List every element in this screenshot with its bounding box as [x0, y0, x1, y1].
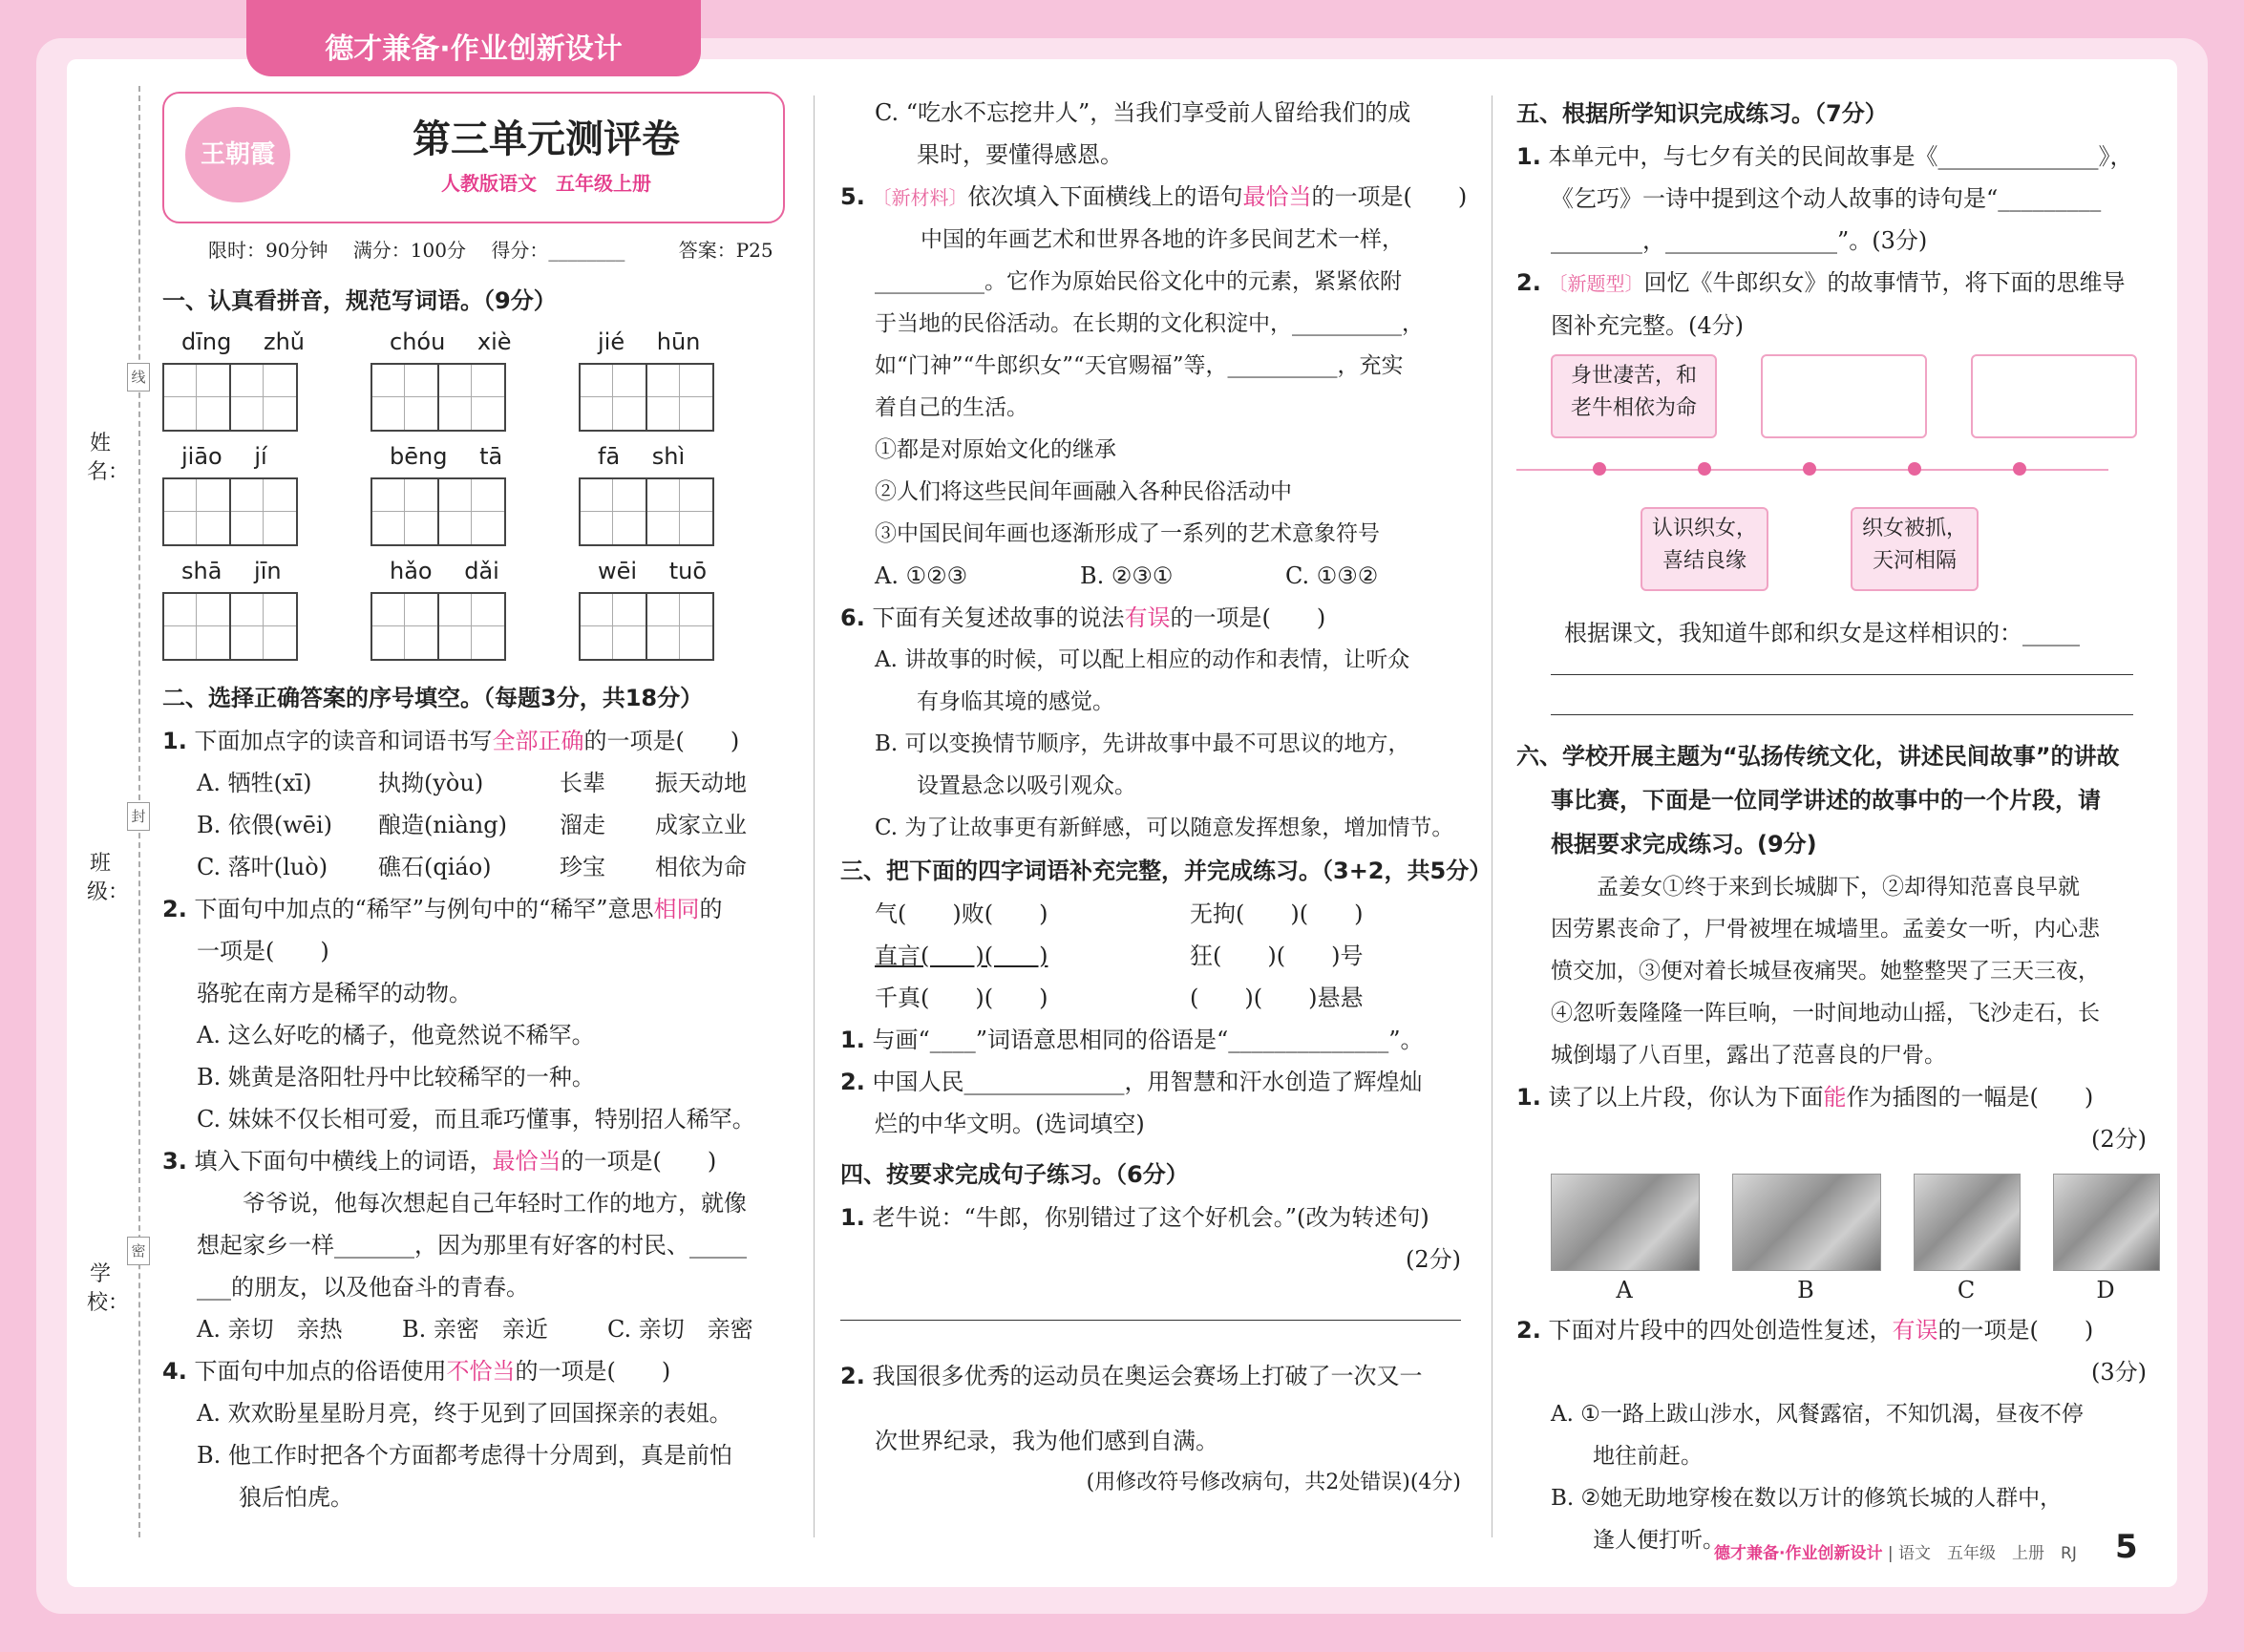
question-tag: 〔新材料〕: [872, 186, 968, 209]
writing-grid[interactable]: [162, 363, 370, 432]
question-text: 填入下面句中横线上的词语，: [194, 1148, 493, 1175]
passage-line: 因劳累丧命了，尸骨被埋在城墙里。孟姜女一听，内心悲: [1551, 917, 2100, 942]
question-text: 读了以上片段，你认为下面: [1548, 1084, 1824, 1111]
word-blank[interactable]: 无拘( )( ): [1190, 900, 1364, 927]
option[interactable]: 设置悬念以吸引观众。: [917, 773, 1136, 798]
illustration-option[interactable]: [1551, 1174, 1698, 1309]
class-label: 班 级：: [87, 852, 130, 904]
passage-line: 孟姜女①终于来到长城脚下，②却得知范喜良早就: [1597, 875, 2080, 900]
pinyin-item: [162, 328, 370, 432]
question: [162, 888, 793, 930]
word-blank[interactable]: ( )( )悬悬: [1190, 985, 1364, 1011]
answer-ref: 答案：P25: [678, 239, 773, 262]
word-blank[interactable]: 直言( )( ): [875, 942, 1048, 969]
binding-strip: [81, 86, 148, 1537]
option[interactable]: A. ①一路上跋山涉水，风餐露宿，不知饥渴，昼夜不停: [1551, 1402, 2084, 1427]
question-text: 根据课文，我知道牛郎和织女是这样相识的：_____: [1564, 620, 2080, 646]
passage-line: ___的朋友，以及他奋斗的青春。: [197, 1274, 529, 1301]
pinyin-item: [162, 558, 370, 661]
question-text: 回忆《牛郎织女》的故事情节，将下面的思维导: [1643, 269, 2126, 296]
option-row[interactable]: [162, 762, 793, 804]
passage-line: __________。它作为原始民俗文化中的元素，紧紧依附: [875, 269, 1402, 294]
question-text: 作为插图的一幅是( ): [1846, 1084, 2094, 1111]
illustration-label: C: [1957, 1277, 1976, 1303]
section-heading: 根据要求完成练习。(9分): [1551, 831, 1817, 858]
passage-line: 想起家乡一样_______，因为那里有好客的村民、_____: [197, 1232, 747, 1259]
mind-map-text: 喜结良缘: [1662, 549, 1747, 573]
question-text: 中国人民______________，用智慧和汗水创造了辉煌灿: [872, 1069, 1423, 1095]
option[interactable]: A. 亲切 亲热: [197, 1316, 343, 1343]
question-highlight: 有误: [1124, 604, 1171, 631]
word-row[interactable]: [840, 893, 1461, 935]
line-tag: 线: [127, 363, 150, 392]
writing-grid[interactable]: [579, 363, 787, 432]
section-heading: 二、选择正确答案的序号填空。（每题3分，共18分）: [162, 685, 704, 711]
question-text: ________，_______________”。(3分): [1551, 227, 1928, 254]
column-middle: [840, 92, 1492, 1504]
option[interactable]: 有身临其境的感觉。: [917, 689, 1114, 714]
pinyin-text: wēi tuō: [598, 558, 707, 584]
pinyin-text: bēng tā: [390, 443, 503, 470]
mind-map-box: [1641, 507, 1768, 591]
writing-grid[interactable]: [370, 477, 579, 546]
mind-map-text: 天河相隔: [1872, 549, 1957, 573]
option-cell: 振天动地: [655, 770, 747, 796]
title-box: [162, 92, 785, 223]
pinyin-item: [370, 443, 579, 546]
passage-line: 爷爷说，他每次想起自己年轻时工作的地方，就像: [243, 1190, 747, 1217]
writing-grid[interactable]: [579, 592, 787, 661]
question-text: 的一项是( ): [583, 728, 740, 754]
passage-line: 于当地的民俗活动。在长期的文化积淀中，__________，: [875, 311, 1424, 336]
pinyin-row: [162, 558, 793, 661]
option[interactable]: C. 为了让故事更有新鲜感，可以随意发挥想象，增加情节。: [875, 815, 1454, 840]
full-score: 满分：100分: [352, 239, 466, 262]
pinyin-item: [579, 558, 787, 661]
option-cell: 成家立业: [655, 812, 747, 838]
mind-map-box: [1551, 354, 1717, 438]
question-highlight: 有误: [1892, 1317, 1938, 1344]
choice-item: ①都是对原始文化的继承: [875, 437, 1116, 462]
question-text: 的一项是( ): [1311, 183, 1468, 210]
section-heading: 三、把下面的四字词语补充完整，并完成练习。（3+2，共5分）: [840, 858, 1492, 884]
answer-line[interactable]: [1551, 713, 2133, 715]
pinyin-item: [162, 443, 370, 546]
score-note: (2分): [2091, 1126, 2147, 1153]
option[interactable]: B. ②③①: [1080, 562, 1174, 589]
question-text: 我国很多优秀的运动员在奥运会赛场上打破了一次又一: [872, 1363, 1423, 1389]
question-text: 与画“____”词语意思相同的俗语是“______________”。: [872, 1027, 1424, 1053]
illustration-option[interactable]: [1914, 1174, 2019, 1309]
question-number: 6.: [840, 604, 865, 631]
question-highlight: 最恰当: [492, 1148, 561, 1175]
brand-tab: 德才兼备·作业创新设计: [246, 0, 701, 76]
time-limit: 限时：90分钟: [208, 239, 328, 262]
question-number: 1.: [1516, 1084, 1541, 1111]
question: [1516, 1076, 2147, 1118]
question-number: 1.: [162, 728, 187, 754]
question-text: 的一项是( ): [1937, 1317, 2094, 1344]
option[interactable]: C. 亲切 亲密: [607, 1316, 753, 1343]
question: [840, 176, 1468, 219]
option-cell: 礁石(qiáo): [378, 854, 492, 880]
pinyin-text: hǎo dǎi: [390, 558, 499, 584]
option-cell: A. 牺牲(xī): [197, 770, 312, 796]
option-cell: 酿造(niàng): [378, 812, 507, 838]
option-cell: 珍宝: [560, 854, 605, 880]
question: [1516, 1309, 2147, 1351]
question: [162, 1350, 793, 1392]
option-cell: 溜走: [560, 812, 605, 838]
question: [1516, 136, 2147, 178]
question-tag: 〔新题型〕: [1548, 272, 1644, 295]
passage-line: 城倒塌了八百里，露出了范喜良的尸骨。: [1551, 1043, 1946, 1068]
question: [1516, 262, 2147, 305]
page-footer: [1714, 1539, 2077, 1563]
word-row[interactable]: [840, 935, 1461, 977]
passage-line: 着自己的生活。: [875, 395, 1028, 420]
question: [840, 1197, 1461, 1239]
illustration-label: B: [1797, 1277, 1814, 1303]
option-cell: C. 落叶(luò): [197, 854, 328, 880]
question-text: 图补充完整。(4分): [1551, 312, 1744, 339]
option[interactable]: 地往前赶。: [1593, 1444, 1703, 1469]
option[interactable]: A. ①②③: [875, 562, 968, 589]
question-text: 下面有关复述故事的说法: [872, 604, 1125, 631]
option[interactable]: A. 讲故事的时候，可以配上相应的动作和表情，让听众: [875, 647, 1410, 672]
illustration-label: D: [2096, 1277, 2115, 1303]
illustration-image: [1732, 1174, 1881, 1271]
score-note: (3分): [2091, 1359, 2147, 1386]
option[interactable]: 逢人便打听。: [1593, 1528, 1725, 1553]
illustration-options: [1516, 1174, 2147, 1309]
footer-brand: 德才兼备·作业创新设计: [1714, 1544, 1883, 1563]
school-label: 学 校：: [87, 1262, 130, 1315]
timeline-dot: [1803, 462, 1816, 476]
question: [840, 1061, 1461, 1103]
writing-grid[interactable]: [579, 477, 787, 546]
timeline-dot: [1698, 462, 1711, 476]
option-row[interactable]: [162, 804, 793, 846]
pinyin-text: fā shì: [598, 443, 686, 470]
mind-map-box: [1851, 507, 1979, 591]
question: [162, 720, 793, 762]
question-text: 烂的中华文明。(选词填空): [875, 1111, 1145, 1137]
timeline-dot: [1593, 462, 1606, 476]
mind-map: [1516, 354, 2108, 612]
question-text: 的一项是( ): [561, 1148, 717, 1175]
option-row[interactable]: [840, 555, 1461, 597]
column-divider: [814, 95, 815, 1537]
word-row[interactable]: [840, 977, 1461, 1019]
option-cell: 相依为命: [655, 854, 747, 880]
score-note: (2分): [1406, 1246, 1461, 1273]
option[interactable]: A. 欢欢盼星星盼月亮，终于见到了回国探亲的表姐。: [197, 1400, 732, 1427]
passage-line: 愤交加，③便对着长城昼夜痛哭。她整整哭了三天三夜，: [1551, 959, 2100, 984]
sealed-tag: 密: [127, 1237, 150, 1265]
pinyin-text: jié hūn: [598, 328, 701, 355]
mind-map-text: 认识织女，: [1651, 517, 1757, 540]
column-right: [1516, 92, 2147, 1561]
pinyin-item: [370, 558, 579, 661]
pinyin-text: shā jīn: [181, 558, 282, 584]
page-number: 5: [2115, 1528, 2138, 1566]
illustration-image: [1551, 1174, 1700, 1271]
section-heading: 事比赛，下面是一位同学讲述的故事中的一个片段，请: [1551, 787, 2101, 814]
option[interactable]: B. ②她无助地穿梭在数以万计的修筑长城的人群中，: [1551, 1486, 2063, 1511]
option-row[interactable]: [162, 846, 793, 888]
illustration-option[interactable]: [2053, 1174, 2158, 1309]
option[interactable]: B. 姚黄是洛阳牡丹中比较稀罕的一种。: [197, 1064, 595, 1091]
question-number: 3.: [162, 1148, 187, 1175]
option[interactable]: B. 他工作时把各个方面都考虑得十分周到，真是前怕: [197, 1442, 732, 1469]
illustration-label: A: [1616, 1277, 1633, 1303]
passage-line: ④忽听轰隆隆一阵巨响，一时间地动山摇，飞沙走石，长: [1551, 1001, 2100, 1026]
page-title: 第三单元测评卷: [413, 117, 680, 161]
question-number: 1.: [840, 1204, 865, 1231]
question-text: 下面对片段中的四处创造性复述，: [1548, 1317, 1893, 1344]
seal-tag: 封: [127, 802, 150, 831]
timeline-dot: [1908, 462, 1921, 476]
option[interactable]: B. 可以变换情节顺序，先讲故事中最不可思议的地方，: [875, 731, 1410, 756]
word-blank[interactable]: 气( )败( ): [875, 900, 1048, 927]
passage-line: 中国的年画艺术和世界各地的许多民间艺术一样，: [921, 227, 1404, 252]
illustration-option[interactable]: [1732, 1174, 1879, 1309]
question-number: 2.: [162, 896, 187, 922]
question: [840, 597, 1461, 639]
question-highlight: 不恰当: [446, 1358, 516, 1385]
option-row[interactable]: [162, 1308, 793, 1350]
pinyin-item: [579, 443, 787, 546]
question-highlight: 能: [1823, 1084, 1847, 1111]
question-highlight: 全部正确: [492, 728, 584, 754]
pinyin-item: [579, 328, 787, 432]
answer-line[interactable]: [1551, 673, 2133, 675]
question-number: 5.: [840, 183, 865, 210]
footer-info: | 语文 五年级 上册 RJ: [1887, 1544, 2077, 1563]
choice-item: ②人们将这些民间年画融入各种民俗活动中: [875, 479, 1292, 504]
question-number: 2.: [840, 1363, 865, 1389]
word-blank[interactable]: 狂( )( )号: [1190, 942, 1364, 969]
illustration-image: [1914, 1174, 2021, 1271]
question-text: 老牛说：“牛郎，你别错过了这个好机会。”(改为转述句): [872, 1204, 1429, 1231]
question-text: 《乞巧》一诗中提到这个动人故事的诗句是“_________: [1551, 185, 2102, 212]
section-heading: 五、根据所学知识完成练习。（7分）: [1516, 100, 1888, 127]
pinyin-row: [162, 443, 793, 546]
question-highlight: 相同: [653, 896, 700, 922]
option-cell: 执拗(yòu): [378, 770, 484, 796]
pinyin-text: dīng zhǔ: [181, 328, 305, 355]
question-text: 下面句中加点的“稀罕”与例句中的“稀罕”意思: [194, 896, 654, 922]
option[interactable]: C. ①③②: [1285, 562, 1379, 589]
question-text: 依次填入下面横线上的语句: [967, 183, 1243, 210]
pinyin-row: [162, 328, 793, 432]
pinyin-text: chóu xiè: [390, 328, 512, 355]
option[interactable]: C. 妹妹不仅长相可爱，而且乖巧懂事，特别招人稀罕。: [197, 1106, 755, 1133]
column-left: [162, 92, 793, 1518]
question-text: 的一项是( ): [515, 1358, 671, 1385]
question-number: 4.: [162, 1358, 187, 1385]
option[interactable]: 果时，要懂得感恩。: [917, 141, 1123, 168]
option[interactable]: 狼后怕虎。: [239, 1484, 353, 1511]
mind-map-text: 织女被抓，: [1861, 517, 1967, 540]
mind-map-blank[interactable]: [1971, 354, 2137, 438]
option[interactable]: C. “吃水不忘挖井人”，当我们享受前人留给我们的成: [875, 99, 1411, 126]
option[interactable]: B. 亲密 亲近: [402, 1316, 548, 1343]
option[interactable]: A. 这么好吃的橘子，他竟然说不稀罕。: [197, 1022, 595, 1048]
choice-item: ③中国民间年画也逐渐形成了一系列的艺术意象符号: [875, 521, 1380, 546]
passage-line: 如“门神”“牛郎织女”“天官赐福”等，__________，充实: [875, 353, 1404, 378]
question-number: 1.: [840, 1027, 865, 1053]
question-number: 1.: [1516, 143, 1541, 170]
writing-grid[interactable]: [370, 363, 579, 432]
brand-logo: 王朝霞: [185, 107, 290, 202]
name-label: 姓 名：: [87, 432, 130, 484]
pinyin-text: jiāo jí: [181, 443, 267, 470]
question-number: 2.: [840, 1069, 865, 1095]
word-blank[interactable]: 千真( )( ): [875, 985, 1048, 1011]
question-text: 的一项是( ): [1170, 604, 1326, 631]
question: [840, 1019, 1461, 1061]
writing-grid[interactable]: [162, 477, 370, 546]
example-sentence: 骆驼在南方是稀罕的动物。: [197, 980, 472, 1006]
mind-map-blank[interactable]: [1761, 354, 1927, 438]
section-heading: 六、学校开展主题为“弘扬传统文化，讲述民间故事”的讲故: [1516, 743, 2120, 770]
question-text: 的: [699, 896, 723, 922]
section-heading: 一、认真看拼音，规范写词语。（9分）: [162, 287, 557, 314]
option-cell: B. 依偎(wēi): [197, 812, 333, 838]
question-text: 次世界纪录，我为他们感到自满。: [875, 1428, 1218, 1454]
writing-grid[interactable]: [162, 592, 370, 661]
exam-meta: [162, 231, 793, 269]
page-subtitle: 人教版语文 五年级上册: [441, 172, 651, 195]
mind-map-text: 身世凄苦，和: [1570, 364, 1697, 388]
section-heading: 四、按要求完成句子练习。（6分）: [840, 1161, 1189, 1188]
question-text: 本单元中，与七夕有关的民间故事是《______________》，: [1548, 143, 2133, 170]
timeline-dot: [2013, 462, 2026, 476]
question-text: 一项是( ): [197, 938, 329, 964]
mind-map-text: 老牛相依为命: [1570, 396, 1697, 420]
question-highlight: 最恰当: [1242, 183, 1312, 210]
writing-grid[interactable]: [370, 592, 579, 661]
question-number: 2.: [1516, 269, 1541, 296]
pinyin-item: [370, 328, 579, 432]
score-field[interactable]: 得分：________: [491, 239, 625, 262]
question-text: 下面加点字的读音和词语书写: [194, 728, 493, 754]
score-note: (用修改符号修改病句，共2处错误)(4分): [1086, 1471, 1461, 1494]
question-text: 下面句中加点的俗语使用: [194, 1358, 447, 1385]
question: [840, 1355, 1461, 1397]
illustration-image: [2053, 1174, 2160, 1271]
option-cell: 长辈: [560, 770, 605, 796]
question: [162, 1140, 793, 1182]
question-number: 2.: [1516, 1317, 1541, 1344]
